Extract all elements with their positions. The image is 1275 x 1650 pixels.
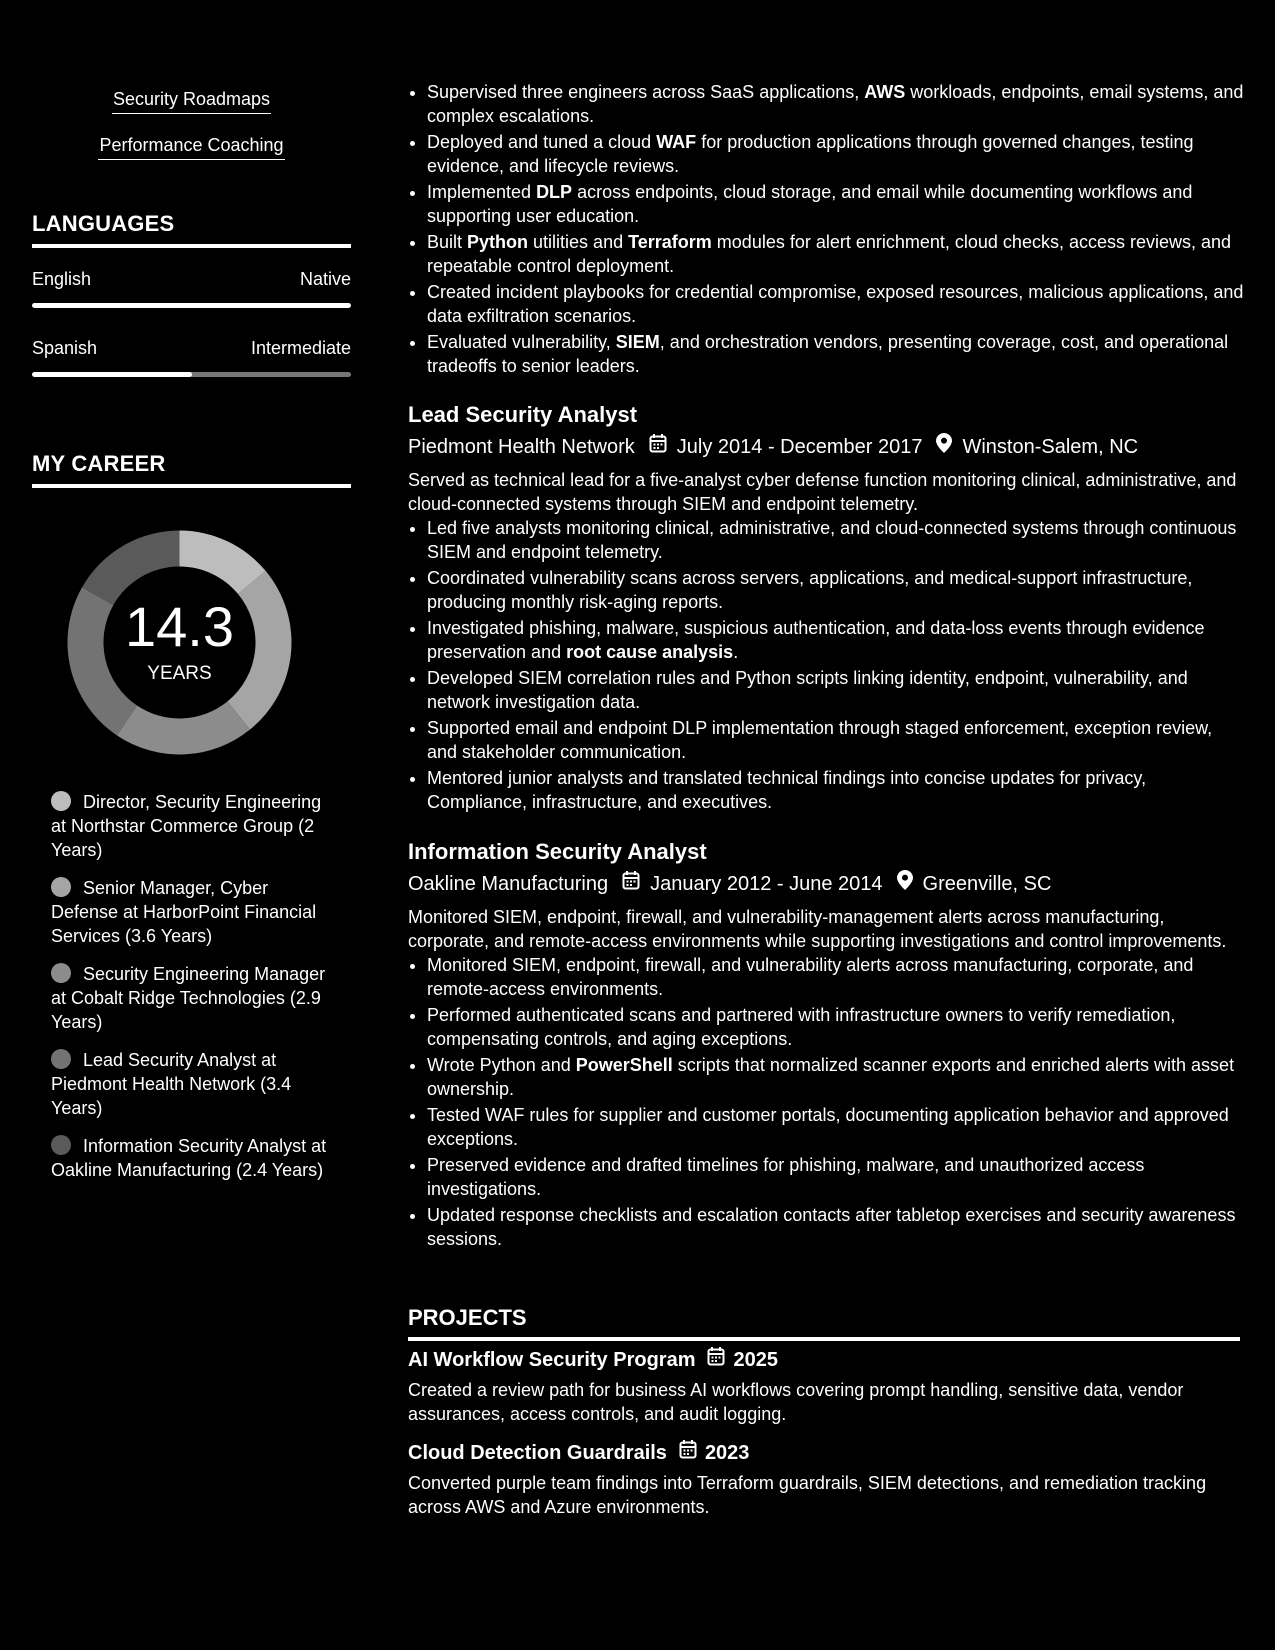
bullet-item: • Supported email and endpoint DLP implementation through staged enforcement, exception review, and stakeholder communication. bbox=[427, 716, 1240, 764]
career-legend-label: Lead Security Analyst at Piedmont Health Network (3.4 Years) bbox=[51, 1050, 292, 1118]
project-entry bbox=[408, 1439, 1240, 1519]
bullet-item: • Mentored junior analysts and translated technical findings into concise updates for privacy, Compliance, infrastructure, and executives. bbox=[427, 766, 1240, 814]
job-dates: July 2014 - December 2017 bbox=[676, 436, 923, 458]
calendar-icon bbox=[679, 1439, 697, 1467]
legend-dot-icon bbox=[51, 963, 71, 983]
language-proficiency-fill bbox=[32, 303, 351, 308]
legend-dot-icon bbox=[51, 1135, 71, 1155]
language-name: Spanish bbox=[32, 338, 98, 358]
bullet-item: • Deployed and tuned a cloud WAF for production applications through governed changes, testing evidence, and lifecycle reviews. bbox=[427, 130, 1259, 178]
career-total-unit: YEARS bbox=[147, 663, 212, 684]
language-row bbox=[32, 336, 351, 377]
career-legend-label: Information Security Analyst at Oakline Manufacturing (2.4 Years) bbox=[51, 1136, 327, 1180]
projects-heading: PROJECTS bbox=[408, 1305, 1240, 1341]
project-title: AI Workflow Security Program bbox=[408, 1349, 696, 1371]
job-title: Information Security Analyst bbox=[408, 839, 707, 864]
project-description: Converted purple team findings into Terraform guardrails, SIEM detections, and remediation tracking across AWS and Azure environments. bbox=[408, 1473, 1207, 1517]
career-legend-item bbox=[51, 1048, 336, 1120]
job-location: Greenville, SC bbox=[922, 873, 1052, 895]
bullet-item: • Performed authenticated scans and partnered with infrastructure owners to verify remediation, compensating controls, and aging exceptions. bbox=[427, 1003, 1240, 1051]
calendar-icon bbox=[649, 433, 667, 461]
bullet-item: • Investigated phishing, malware, suspicious authentication, and data-loss events through evidence preservation and root cause analysis. bbox=[427, 616, 1240, 664]
bullet-item: • Implemented DLP across endpoints, cloud storage, and email while documenting workflows and supporting user education. bbox=[427, 180, 1259, 228]
career-donut-chart bbox=[67, 530, 292, 755]
language-proficiency-bar bbox=[32, 303, 351, 308]
job-meta bbox=[408, 870, 1240, 898]
skill-tag: Performance Coaching bbox=[98, 132, 284, 160]
career-donut-center bbox=[67, 530, 292, 755]
bullet-item: • Wrote Python and PowerShell scripts that normalized scanner exports and enriched alerts with asset ownership. bbox=[427, 1053, 1240, 1101]
project-entry bbox=[408, 1346, 1240, 1426]
career-legend-label: Security Engineering Manager at Cobalt Ridge Technologies (2.9 Years) bbox=[51, 964, 326, 1032]
job-meta bbox=[408, 433, 1240, 461]
bullet-item: • Monitored SIEM, endpoint, firewall, and vulnerability alerts across manufacturing, corporate, and remote-access environments. bbox=[427, 953, 1240, 1001]
calendar-icon bbox=[707, 1346, 725, 1374]
bullet-item: • Tested WAF rules for supplier and customer portals, documenting application behavior and approved exceptions. bbox=[427, 1103, 1240, 1151]
job-company: Piedmont Health Network bbox=[408, 436, 635, 458]
map-pin-icon bbox=[897, 870, 913, 898]
career-total-years: 14.3 bbox=[125, 595, 234, 658]
language-proficiency-bar bbox=[32, 372, 351, 377]
bullet-item: • Evaluated vulnerability, SIEM, and orchestration vendors, presenting coverage, cost, and operational tradeoffs to senior leaders. bbox=[427, 330, 1259, 378]
project-year: 2023 bbox=[704, 1442, 750, 1464]
language-name: English bbox=[32, 269, 92, 289]
career-legend-item bbox=[51, 790, 336, 862]
legend-dot-icon bbox=[51, 791, 71, 811]
bullet-item: • Preserved evidence and drafted timelines for phishing, malware, and unauthorized access investigations. bbox=[427, 1153, 1240, 1201]
job-location: Winston-Salem, NC bbox=[962, 436, 1139, 458]
legend-dot-icon bbox=[51, 877, 71, 897]
legend-dot-icon bbox=[51, 1049, 71, 1069]
bullet-item: • Coordinated vulnerability scans across servers, applications, and medical-support infrastructure, producing monthly risk-aging reports. bbox=[427, 566, 1240, 614]
bullet-item: • Led five analysts monitoring clinical, administrative, and cloud-connected systems through continuous SIEM and endpoint telemetry. bbox=[427, 516, 1240, 564]
project-title-row bbox=[408, 1439, 1240, 1467]
language-level: Native bbox=[299, 269, 351, 289]
career-heading: MY CAREER bbox=[32, 451, 351, 488]
project-title-row bbox=[408, 1346, 1240, 1374]
bullet-item: • Created incident playbooks for credential compromise, exposed resources, malicious applications, and data exfiltration scenarios. bbox=[427, 280, 1259, 328]
bullet-item: • Updated response checklists and escalation contacts after tabletop exercises and security awareness sessions. bbox=[427, 1203, 1240, 1251]
job-summary: Served as technical lead for a five-analyst cyber defense function monitoring clinical, administrative, and cloud-connected systems through SIEM and endpoint telemetry. bbox=[408, 470, 1237, 514]
skill-tag: Security Roadmaps bbox=[112, 86, 271, 114]
previous-job-bullets bbox=[408, 80, 1259, 380]
skills-tail bbox=[32, 86, 351, 178]
career-legend bbox=[51, 790, 336, 1196]
job-summary: Monitored SIEM, endpoint, firewall, and vulnerability-management alerts across manufacturing, corporate, and remote-access environments while supporting investigations and control improvements. bbox=[408, 907, 1227, 951]
job-title: Lead Security Analyst bbox=[408, 402, 638, 427]
map-pin-icon bbox=[936, 433, 952, 461]
job-company: Oakline Manufacturing bbox=[408, 873, 609, 895]
job-bullets bbox=[408, 953, 1240, 1251]
project-year: 2025 bbox=[733, 1349, 778, 1371]
career-legend-item bbox=[51, 876, 336, 948]
job-entry bbox=[408, 838, 1240, 1253]
bullet-item: • Developed SIEM correlation rules and Python scripts linking identity, endpoint, vulnerability, and network investigation data. bbox=[427, 666, 1240, 714]
languages-heading: LANGUAGES bbox=[32, 211, 351, 248]
job-bullets bbox=[408, 516, 1240, 814]
career-legend-item bbox=[51, 962, 336, 1034]
language-level: Intermediate bbox=[250, 338, 351, 358]
bullet-item: • Built Python utilities and Terraform modules for alert enrichment, cloud checks, access reviews, and repeatable control deployment. bbox=[427, 230, 1259, 278]
bullet-item: • Supervised three engineers across SaaS applications, AWS workloads, endpoints, email systems, and complex escalations. bbox=[427, 80, 1259, 128]
language-row bbox=[32, 267, 351, 308]
career-legend-label: Director, Security Engineering at Northstar Commerce Group (2 Years) bbox=[51, 792, 322, 860]
project-title: Cloud Detection Guardrails bbox=[408, 1442, 667, 1464]
language-proficiency-fill bbox=[32, 372, 192, 377]
job-entry bbox=[408, 401, 1240, 816]
project-description: Created a review path for business AI workflows covering prompt handling, sensitive data, vendor assurances, access controls, and audit logging. bbox=[408, 1380, 1184, 1424]
job-dates: January 2012 - June 2014 bbox=[650, 873, 883, 895]
career-legend-label: Senior Manager, Cyber Defense at HarborPoint Financial Services (3.6 Years) bbox=[51, 878, 317, 946]
career-legend-item bbox=[51, 1134, 336, 1182]
calendar-icon bbox=[622, 870, 640, 898]
